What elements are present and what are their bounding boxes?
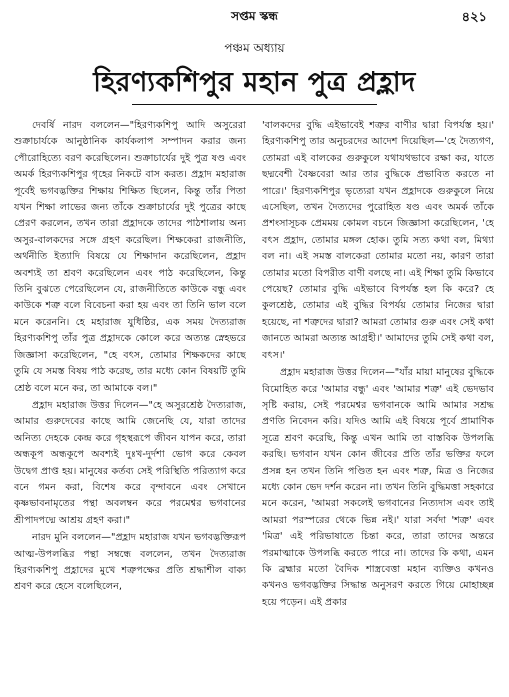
left-paragraph-1: দেবর্ষি নারদ বললেন—"হিরণ্যকশিপু আদি অসুরেরা শুক্রাচার্যকে আনুষ্ঠানিক কার্যকলাপ সম্পাদন করার জন্য পৌরোহিত্যে বরণ করেছিলেন। শুক্রাচার্যের দুই পুত্র ষণ্ড এবং অমর্ক হিরণ্যকশিপুর গৃহের নিকটে বাস করত। প্রহ্লাদ মহারাজ পূর্বেই ভগবদ্ভক্তির শিক্ষায় শিক্ষিত ছিলেন, কিন্তু তাঁর পিতা যখন শিক্ষা লাভের জন্য তাঁকে শুক্রাচার্যের দুই পুত্রের কাছে প্রেরণ করলেন, তখন তারা প্রহ্লাদকে তাদের পাঠশালায় অন্য অসুর-বালকদের সঙ্গে গ্রহণ করেছিল। শিক্ষকেরা রাজনীতি, অর্থনীতি ইত্যাদি বিষয়ে যে শিক্ষাদান করেছিলেন, প্রহ্লাদ অবশ্যই তা শ্রবণ করেছিলেন এবং পাঠ করেছিলেন, কিন্তু তিনি বুঝতে পেরেছিলেন যে, রাজনীতিতে কাউকে বন্ধু এবং কাউকে শত্রু বলে বিবেচনা করা হয় এবং তা তিনি ভাল বলে মনে করেননি। হে মহারাজ যুধিষ্ঠির, এক সময় দৈত্যরাজ হিরণ্যকশিপু তাঁর পুত্র প্রহ্লাদকে কোলে করে অত্যন্ত স্নেহভরে জিজ্ঞাসা করেছিলেন, "হে বৎস, তোমার শিক্ষকদের কাছে তুমি যে সমস্ত বিষয় পাঠ করেছ, তার মধ্যে কোন বিষয়টি তুমি শ্রেষ্ঠ বলে মনে কর, তা আমাকে বল।"	[14, 120, 246, 394]
left-column	[14, 118, 246, 690]
running-header	[0, 8, 509, 26]
title-underline	[132, 104, 377, 105]
left-paragraph-2: প্রহ্লাদ মহারাজ উত্তর দিলেন—"হে অসুরশ্রেষ্ঠ দৈত্যরাজ, আমার গুরুদেবের কাছে আমি জেনেছি যে, যারা তাদের অনিত্য দেহকে কেন্দ্র করে গৃহস্থরূপে জীবন যাপন করে, তারা অন্ধকূপ অন্ধকূপে অবশ্যই দুঃখ-দুর্দশা ভোগ করে কেবল উদ্বেগ প্রাপ্ত হয়। মানুষের কর্তব্য সেই পরিস্থিতি পরিত্যাগ করে বনে গমন করা, বিশেষ করে বৃন্দাবনে এবং সেখানে কৃষ্ণভাবনামৃতের পন্থা অবলম্বন করে পরমেশ্বর ভগবানের শ্রীপাদপদ্মে আশ্রয় গ্রহণ করা।"	[14, 399, 246, 526]
right-paragraph-1: 'বালকদের বুদ্ধি এইভাবেই শত্রুর বাণীর দ্বারা বিপর্যস্ত হয়।' হিরণ্যকশিপু তার অনুচরদের আদেশ দিয়েছিল—'হে দৈত্যগণ, তোমরা এই বালকের গুরুকুলে যথাযথভাবে রক্ষা কর, যাতে ছদ্মবেশী বৈষ্ণবেরা আর তার বুদ্ধিকে প্রভাবিত করতে না পারে।' হিরণ্যকশিপুর ভৃত্যেরা যখন প্রহ্লাদকে গুরুকুলে নিয়ে এসেছিল, তখন দৈত্যদের পুরোহিত ষণ্ড এবং অমর্ক তাঁকে প্রশংসাসূচক প্রেমময় কোমল বচনে জিজ্ঞাসা করেছিলেন, 'হে বৎস প্রহ্লাদ, তোমার মঙ্গল হোক। তুমি সত্য কথা বল, মিথ্যা বল না। এই সমস্ত বালকেরা তোমার মতো নয়, কারণ তারা তোমার মতো বিপরীত বাণী বলছে না। এই শিক্ষা তুমি কিভাবে পেয়েছ? তোমার বুদ্ধি এইভাবে বিপর্যস্ত হল কি করে? হে কুলশ্রেষ্ঠ, তোমার এই বুদ্ধির বিপর্যয় তোমার নিজের দ্বারা হয়েছে, না শত্রুদের দ্বারা? আমরা তোমার গুরু এবং সেই কথা জানতে আমরা অত্যন্ত আগ্রহী।' আমাদের তুমি সেই কথা বল, বৎস।'	[262, 120, 494, 361]
page-number: ৪২১	[461, 10, 487, 25]
running-title: সপ্তম স্কন্ধ	[231, 9, 278, 23]
chapter-title: হিরণ্যকশিপুর মহান পুত্র প্রহ্লাদ	[93, 67, 416, 98]
chapter-label: পঞ্চম অধ্যায়	[224, 41, 285, 55]
right-paragraph-2: প্রহ্লাদ মহারাজ উত্তর দিলেন—"যাঁর মায়া মানুষের বুদ্ধিকে বিমোহিত করে 'আমার বন্ধু' এবং 'আমার শত্রু' এই ভেদভাব সৃষ্টি করায়, সেই পরমেশ্বর ভগবানকে আমি আমার সশ্রদ্ধ প্রণতি নিবেদন করি। যদিও আমি এই বিষয়ে পূর্বে প্রামাণিক সূত্রে শ্রবণ করেছি, কিন্তু এখন আমি তা বাস্তবিক উপলব্ধি করছি। ভগবান যখন কোন জীবের প্রতি তাঁর ভক্তির ফলে প্রসন্ন হন তখন তিনি পণ্ডিত হন এবং শত্রু, মিত্র ও নিজের মধ্যে কোন ভেদ দর্শন করেন না। তখন তিনি বুদ্ধিমত্তা সহকারে মনে করেন, 'আমরা সকলেই ভগবানের নিত্যদাস এবং তাই আমরা পরস্পরের থেকে ভিন্ন নই।' যারা সর্বদা 'শত্রু' এবং 'মিত্র' এই পরিভাষাতে চিন্তা করে, তারা তাদের অন্তরে পরমাত্মাকে উপলব্ধি করতে পারে না। তাদের কি কথা, এমন কি ব্রহ্মার মতো বৈদিক শাস্ত্রবেত্তা মহান ব্যক্তিও কখনও কখনও ভগবদ্ভক্তির সিদ্ধান্ত অনুসরণ করতে গিয়ে মোহাচ্ছন্ন হয়ে পড়েন। এই প্রকার	[262, 367, 494, 608]
right-column	[262, 118, 494, 690]
left-paragraph-3: নারদ মুনি বললেন—"প্রহ্লাদ মহারাজ যখন ভগবদ্ভক্তিরূপ আত্ম-উপলব্ধির পন্থা সম্বন্ধে বললেন, তখন দৈত্যরাজ হিরণ্যকশিপু প্রহ্লাদের মুখে শত্রুপক্ষের প্রতি শ্রদ্ধাশীল বাক্য শ্রবণ করে হেসে বলেছিলেন,	[14, 532, 246, 593]
